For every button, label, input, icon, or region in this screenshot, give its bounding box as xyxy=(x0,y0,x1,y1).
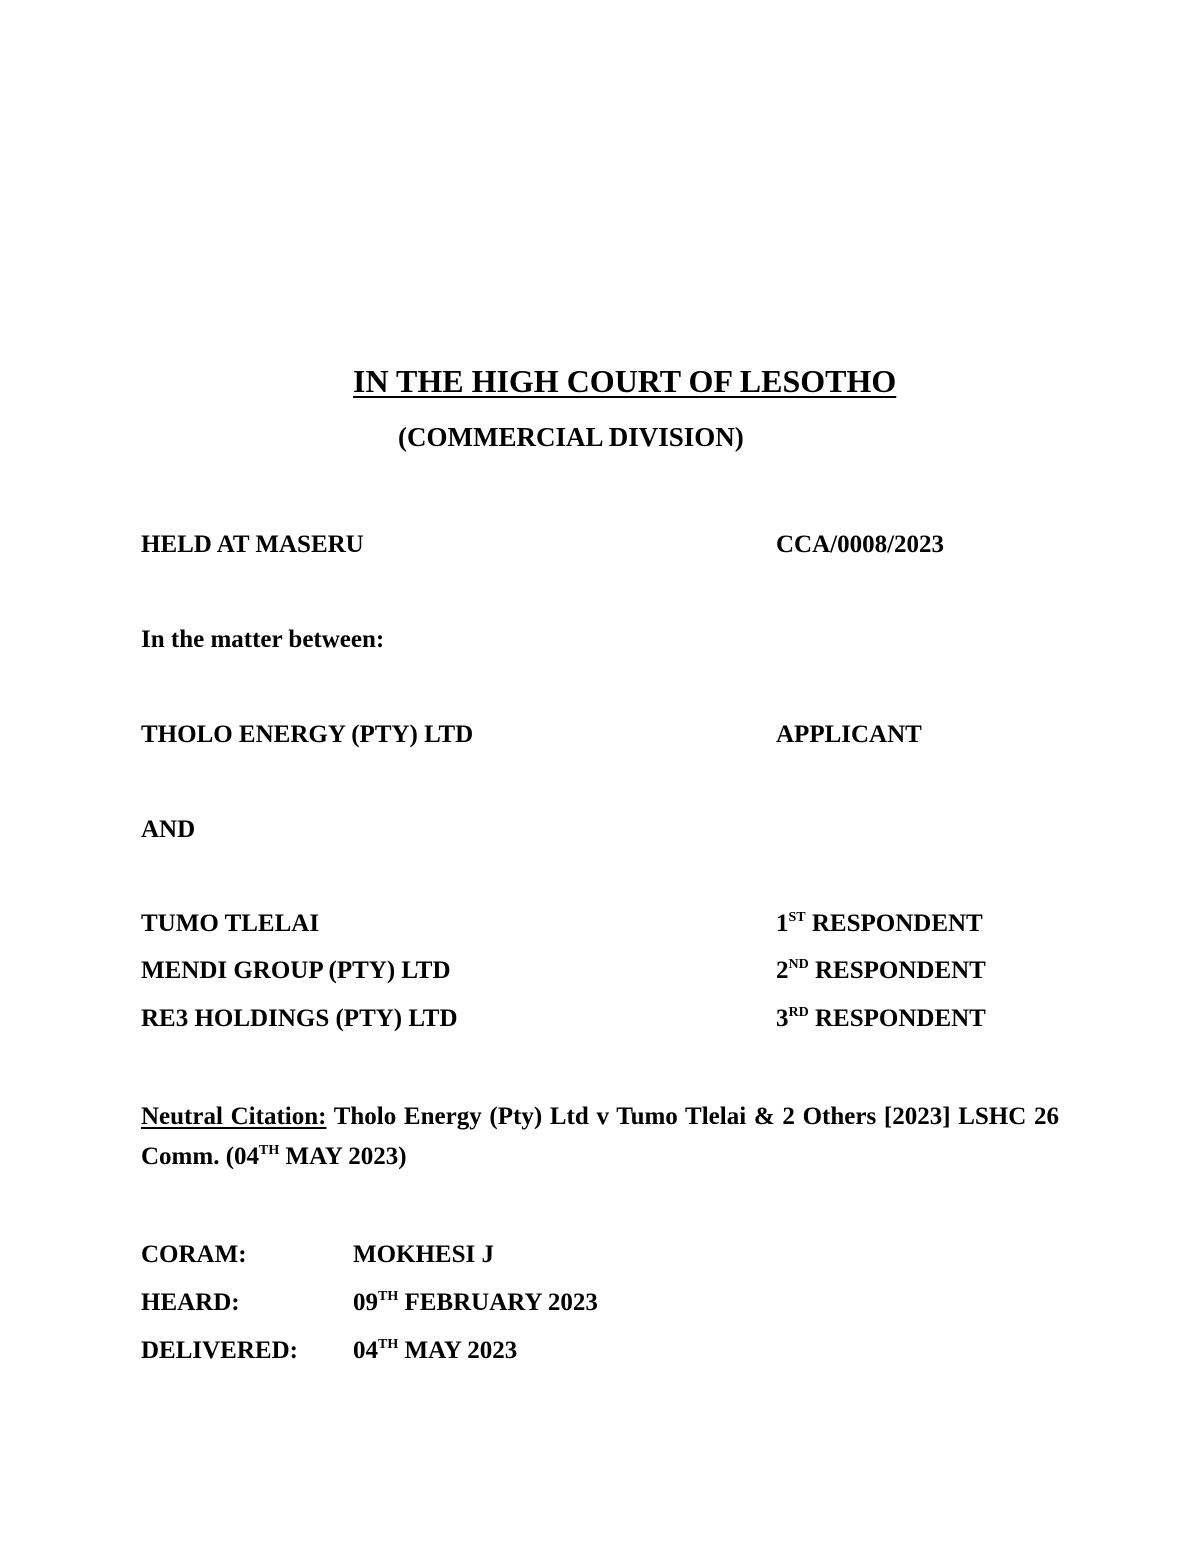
delivered-day: 04 xyxy=(353,1337,378,1364)
division-subtitle: (COMMERCIAL DIVISION) xyxy=(398,422,744,452)
ordinal-number: 2 xyxy=(776,957,789,984)
respondent-3-name: RE3 HOLDINGS (PTY) LTD xyxy=(141,1005,458,1032)
respondent-2-name: MENDI GROUP (PTY) LTD xyxy=(141,957,451,984)
respondent-1-name: TUMO TLELAI xyxy=(141,910,320,937)
case-number: CCA/0008/2023 xyxy=(776,531,945,558)
role-label: RESPONDENT xyxy=(814,1005,986,1032)
delivered-month-year: MAY 2023 xyxy=(398,1337,518,1364)
role-label: RESPONDENT xyxy=(814,957,986,984)
heard-date xyxy=(353,1290,598,1315)
role-label: RESPONDENT xyxy=(811,910,983,937)
coram-label: CORAM: xyxy=(141,1241,247,1268)
citation-date-rest: MAY 2023) xyxy=(279,1143,407,1170)
respondent-3-role xyxy=(776,1006,986,1031)
citation-label: Neutral Citation: xyxy=(141,1103,327,1130)
ordinal-suffix: RD xyxy=(788,1005,809,1020)
citation-text: Tholo Energy (Pty) Ltd v Tumo Tlelai & 2 Others [2023] LSHC 26 Comm. (04 xyxy=(141,1103,1059,1170)
citation-date-suffix: TH xyxy=(259,1143,280,1158)
applicant-name: THOLO ENERGY (PTY) LTD xyxy=(141,721,474,748)
respondent-1-role xyxy=(776,911,983,936)
applicant-role: APPLICANT xyxy=(776,721,922,748)
held-at: HELD AT MASERU xyxy=(141,531,364,558)
delivered-date xyxy=(353,1338,517,1363)
conjunction-and: AND xyxy=(141,816,196,843)
ordinal-suffix: ST xyxy=(788,910,806,925)
neutral-citation xyxy=(141,1097,1059,1181)
heard-day-suffix: TH xyxy=(378,1289,399,1304)
delivered-day-suffix: TH xyxy=(378,1337,399,1352)
heard-month-year: FEBRUARY 2023 xyxy=(398,1289,598,1316)
court-title: IN THE HIGH COURT OF LESOTHO xyxy=(353,363,897,399)
respondent-2-role xyxy=(776,958,986,983)
heard-day: 09 xyxy=(353,1289,378,1316)
ordinal-number: 1 xyxy=(776,910,789,937)
heard-label: HEARD: xyxy=(141,1289,240,1316)
delivered-label: DELIVERED: xyxy=(141,1337,298,1364)
matter-intro: In the matter between: xyxy=(141,626,385,653)
ordinal-number: 3 xyxy=(776,1005,789,1032)
ordinal-suffix: ND xyxy=(788,957,809,972)
coram-value: MOKHESI J xyxy=(353,1241,494,1268)
